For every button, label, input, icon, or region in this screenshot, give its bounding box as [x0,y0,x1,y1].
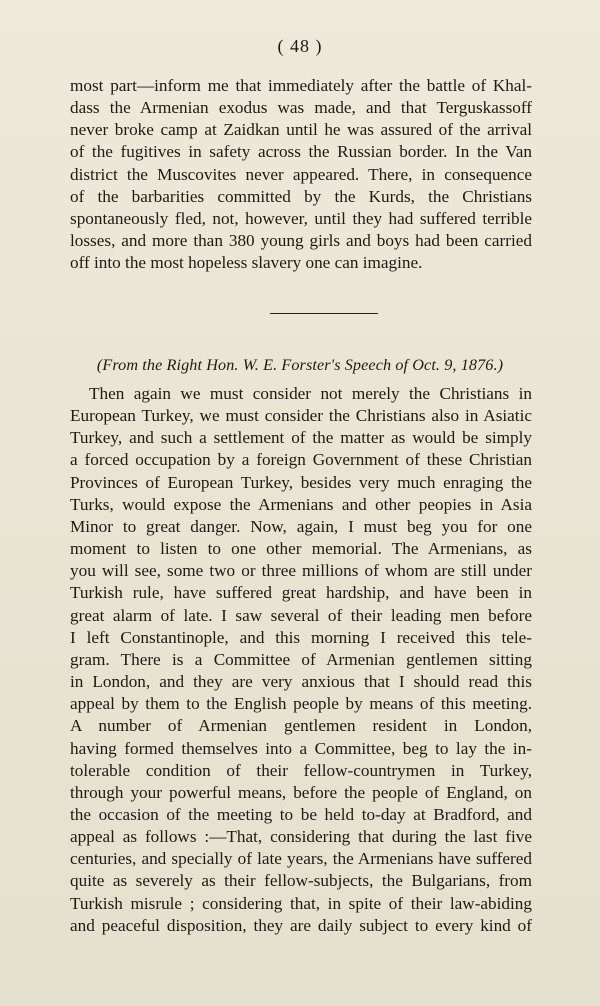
text-line: centuries, and specially of late years, the Armenians have suffered [70,849,532,869]
text-line: Minor to great danger. Now, again, I must beg you for one [70,516,532,536]
text-line: through your powerful means, before the people of England, on [70,782,532,802]
text-line: the occasion of the meeting to be held to-day at Bradford, and [70,804,532,824]
text-line: in London, and they are very anxious that I should read this [70,672,532,692]
text-line: appeal by them to the English people by means of this meeting. [70,694,532,714]
paragraph-2 [70,383,532,937]
text-line: of the fugitives in safety across the Russian border. In the Van [70,142,532,162]
text-line: you will see, some two or three millions of whom are still under [70,561,532,581]
text-line: most part—inform me that immediately after the battle of Khal- [70,76,532,95]
text-line: quite as severely as their fellow-subjects, the Bulgarians, from [70,871,532,891]
text-line: never broke camp at Zaidkan until he was assured of the arrival [70,120,532,140]
text-line: a forced occupation by a foreign Government of these Christian [70,450,532,470]
text-line: Turkish rule, have suffered great hardship, and have been in [70,583,532,603]
text-line: off into the most hopeless slavery one can imagine. [70,253,423,273]
text-line: Then again we must consider not merely the Christians in [89,384,532,403]
text-line: spontaneously fled, not, however, until they had suffered terrible [70,208,532,228]
text-line: tolerable condition of their fellow-countrymen in Turkey, [70,760,532,780]
text-line: European Turkey, we must consider the Christians also in Asiatic [70,406,532,426]
page-number: ( 48 ) [277,36,323,56]
text-line: appeal as follows :—That, considering that during the last five [70,827,532,847]
text-line: A number of Armenian gentlemen resident in London, [70,716,532,736]
text-line: district the Muscovites never appeared. There, in consequence [70,164,532,184]
text-line: Provinces of European Turkey, besides very much enraging the [70,472,532,492]
text-line: gram. There is a Committee of Armenian gentlemen sitting [70,649,532,669]
section-divider [270,313,378,314]
speech-heading: (From the Right Hon. W. E. Forster's Speech of Oct. 9, 1876.) [96,356,504,374]
text-line: I left Constantinople, and this morning I received this tele- [70,627,532,647]
paragraph-1 [70,75,532,274]
text-line: having formed themselves into a Committee, beg to lay the in- [70,738,532,758]
text-line: great alarm of late. I saw several of their leading men before [70,605,532,625]
text-line: Turkish misrule ; considering that, in spite of their law-abiding [70,893,532,913]
text-line: Turks, would expose the Armenians and other peopies in Asia [70,494,532,514]
text-line: of the barbarities committed by the Kurds, the Christians [70,186,532,206]
text-line: moment to listen to one other memorial. The Armenians, as [70,539,532,559]
text-line: losses, and more than 380 young girls and boys had been carried [70,231,532,251]
text-line: and peaceful disposition, they are daily subject to every kind of [70,915,532,935]
text-line: dass the Armenian exodus was made, and that Terguskassoff [70,98,532,118]
text-line: Turkey, and such a settlement of the matter as would be simply [70,428,532,448]
